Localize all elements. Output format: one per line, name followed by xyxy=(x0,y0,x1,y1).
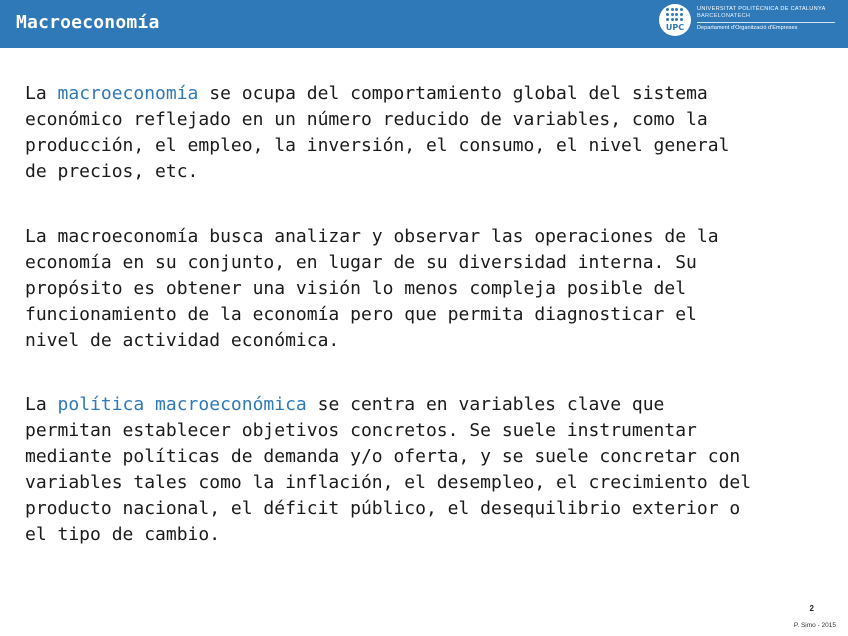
term-macroeconomia: macroeconomía xyxy=(57,83,199,104)
term-politica-macroeconomica: política macroeconómica xyxy=(57,394,307,415)
logo-text: UPC xyxy=(665,23,685,32)
institution-divider xyxy=(697,22,835,23)
institution-block xyxy=(697,6,842,32)
department-name: Departament d'Organització d'Empreses xyxy=(697,25,798,31)
footer-author: P. Simo - 2015 xyxy=(793,622,836,629)
institution-name: UNIVERSITAT POLITÈCNICA DE CATALUNYA xyxy=(697,6,826,12)
paragraph-macroeconomia-definition xyxy=(25,81,825,185)
paragraph-3-pre: La xyxy=(25,394,58,415)
upc-logo xyxy=(659,4,691,36)
slide-title: Macroeconomía xyxy=(16,12,160,33)
institution-subname: BARCELONATECH xyxy=(697,13,751,19)
paragraph-1-pre: La xyxy=(25,83,58,104)
page-number: 2 xyxy=(809,604,814,613)
slide-header xyxy=(0,0,848,48)
paragraph-macroeconomia-purpose: La macroeconomía busca analizar y observar las operaciones de la economía en su conjunto, en lugar de su diversidad interna. Su propósito es obtener una visión lo menos compleja posible del funcionamiento de la economía pero que permita diagnosticar el nivel de actividad económica. xyxy=(25,226,719,351)
logo-dots-icon xyxy=(666,8,684,22)
paragraph-1-post: se ocupa del comportamiento global del sistema económico reflejado en un número reducido de variables, como la producción, el empleo, la inversión, el consumo, el nivel general de precios, etc. xyxy=(25,83,730,182)
paragraph-politica-macroeconomica xyxy=(25,392,825,548)
paragraph-3-post: se centra en variables clave que permitan establecer objetivos concretos. Se suele instrumentar mediante políticas de demanda y/o oferta, y se suele concretar con variables tales como la inflación, el desempleo, el crecimiento del producto nacional, el déficit público, el desequilibrio exterior o el tipo de cambio. xyxy=(25,394,752,545)
